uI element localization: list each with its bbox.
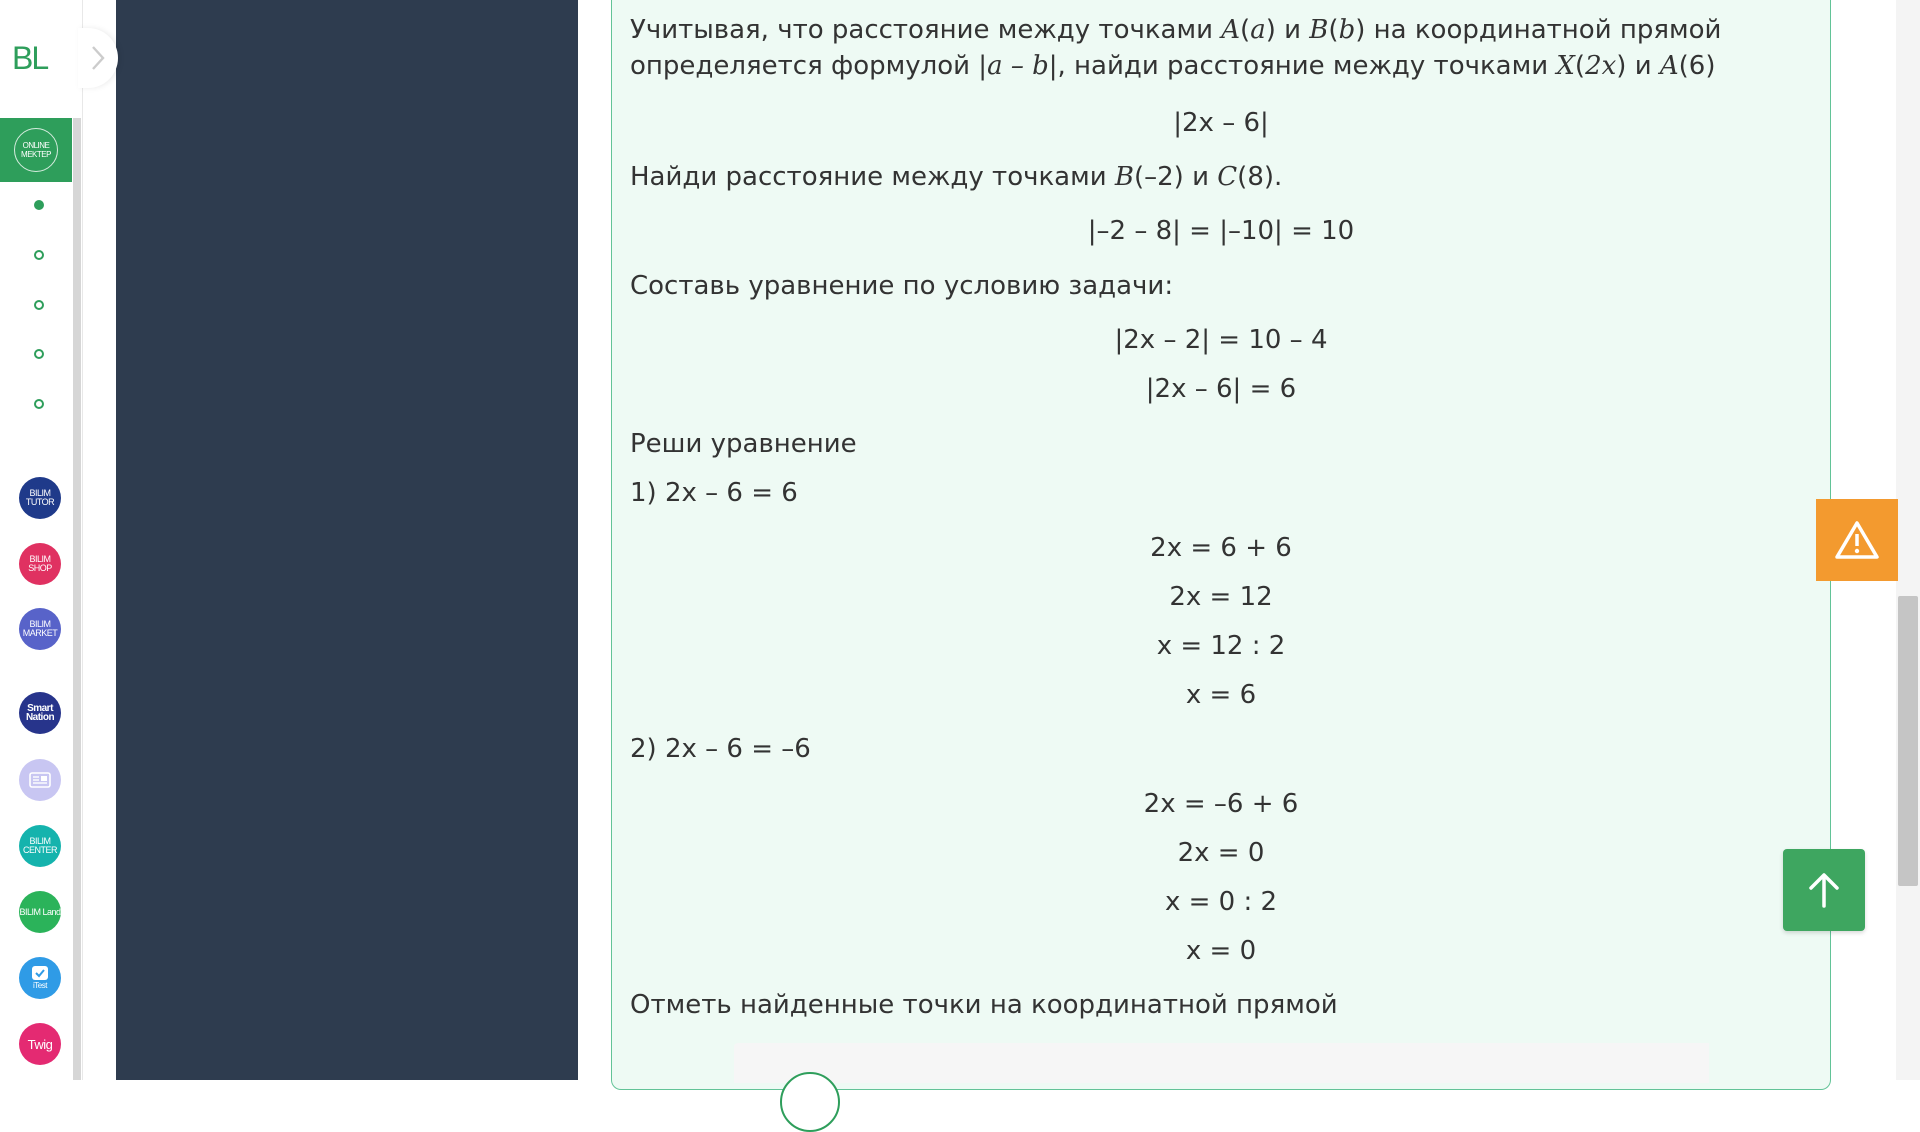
checkbox-icon: [31, 965, 49, 981]
sidebar-app-news[interactable]: [19, 759, 61, 801]
sidebar-toggle-button[interactable]: [78, 28, 118, 88]
find-distance-text: Найди расстояние между точками B(–2) и C(8).: [630, 162, 1283, 192]
make-equation-text: Составь уравнение по условию задачи:: [630, 271, 1174, 301]
sidebar-app-bilim-land[interactable]: BILIM Land: [19, 891, 61, 933]
sidebar-app-bilim-tutor[interactable]: BILIM TUTOR: [19, 477, 61, 519]
case-1-step: x = 6: [1185, 680, 1257, 710]
case-1-step: 2x = 6 + 6: [1150, 533, 1292, 563]
page-scrollbar-thumb[interactable]: [1898, 596, 1918, 886]
online-mektep-logo: ONLINE MEKTEP: [14, 128, 58, 172]
left-sidebar: [0, 0, 83, 1080]
case-1-step: x = 12 : 2: [1156, 631, 1286, 661]
case-2-step: 2x = 0: [1177, 838, 1265, 868]
solution-intro-line-2: определяется формулой |a – b|, найди расстояние между точками X(2x) и A(6): [630, 51, 1716, 81]
sidebar-app-bilim-center[interactable]: BILIM CENTER: [19, 825, 61, 867]
case-2-step: 2x = –6 + 6: [1143, 789, 1299, 819]
warning-icon: [1834, 520, 1880, 560]
case-2-heading: 2) 2x – 6 = –6: [630, 734, 811, 764]
number-line-card: [734, 1043, 1709, 1083]
case-2-step: x = 0 : 2: [1164, 887, 1278, 917]
equation-2: |2x – 6| = 6: [1145, 374, 1297, 404]
mark-points-text: Отметь найденные точки на координатной прямой: [630, 990, 1338, 1020]
case-1-step: 2x = 12: [1169, 582, 1273, 612]
sidebar-scrollbar[interactable]: [73, 118, 81, 1080]
expression-distance-bc: |–2 – 8| = |–10| = 10: [1087, 216, 1355, 246]
equation-1: |2x – 2| = 10 – 4: [1114, 325, 1328, 355]
page-scrollbar-track[interactable]: [1896, 0, 1920, 1080]
step-indicator-2[interactable]: [34, 250, 44, 260]
number-line-control[interactable]: [780, 1072, 840, 1132]
dark-side-panel: [116, 0, 578, 1080]
report-problem-button[interactable]: [1816, 499, 1898, 581]
case-2-step: x = 0: [1185, 936, 1257, 966]
sidebar-app-bilim-market[interactable]: BILIM MARKET: [19, 608, 61, 650]
step-indicator-5[interactable]: [34, 399, 44, 409]
sidebar-item-online-mektep[interactable]: [0, 118, 72, 182]
solution-intro-line-1: Учитывая, что расстояние между точками A(a) и B(b) на координатной прямой: [630, 15, 1722, 45]
bl-logo[interactable]: BL: [12, 40, 48, 76]
step-indicator-1[interactable]: [34, 200, 44, 210]
sidebar-app-twig[interactable]: Twig: [19, 1023, 61, 1065]
case-1-heading: 1) 2x – 6 = 6: [630, 478, 798, 508]
scroll-to-top-button[interactable]: [1783, 849, 1865, 931]
sidebar-app-bilim-shop[interactable]: BILIM SHOP: [19, 543, 61, 585]
chevron-right-icon: [90, 45, 106, 71]
arrow-up-icon: [1804, 870, 1844, 910]
solve-heading: Реши уравнение: [630, 429, 857, 459]
step-indicator-4[interactable]: [34, 349, 44, 359]
sidebar-app-itest[interactable]: iTest: [19, 957, 61, 999]
sidebar-app-smart-nation[interactable]: Smart Nation: [19, 692, 61, 734]
step-indicator-3[interactable]: [34, 300, 44, 310]
expression-distance-xa: |2x – 6|: [1173, 108, 1269, 138]
news-icon: [19, 759, 61, 801]
